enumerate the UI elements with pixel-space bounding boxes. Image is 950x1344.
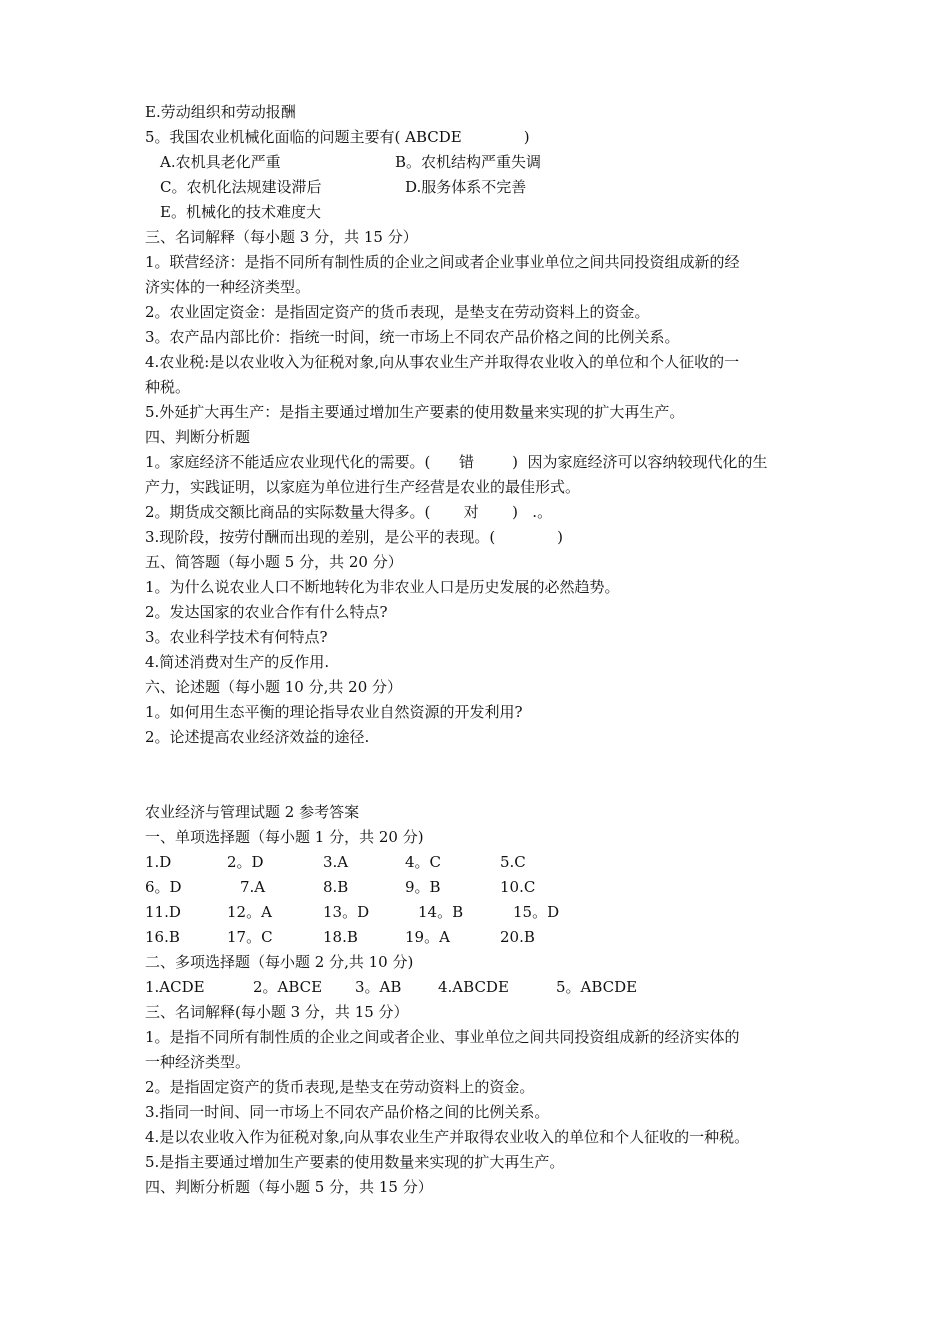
section3-line: 3。农产品内部比价：指统一时间，统一市场上不同农产品价格之间的比例关系。 bbox=[145, 328, 680, 346]
answer-cell: 18.B bbox=[323, 928, 358, 946]
section3-line: 4.农业税:是以农业收入为征税对象,向从事农业生产并取得农业收入的单位和个人征收的一 bbox=[145, 353, 740, 371]
answer-cell: 6。D bbox=[145, 878, 182, 896]
answer-cell: 5.C bbox=[500, 853, 526, 871]
answer-cell: 19。A bbox=[405, 928, 450, 946]
section3-line: 济实体的一种经济类型。 bbox=[145, 278, 311, 296]
answer-section3-line: 一种经济类型。 bbox=[145, 1053, 251, 1071]
answer-section3-heading: 三、名词解释(每小题 3 分，共 15 分） bbox=[145, 1003, 409, 1021]
q5-stem: 5。我国农业机械化面临的问题主要有( ABCDE ) bbox=[145, 128, 530, 146]
answer-section3-line: 4.是以农业收入作为征税对象,向从事农业生产并取得农业收入的单位和个人征收的一种税。 bbox=[145, 1128, 750, 1146]
answer-cell: 10.C bbox=[500, 878, 536, 896]
section3-line: 2。农业固定资金：是指固定资产的货币表现，是垫支在劳动资料上的资金。 bbox=[145, 303, 650, 321]
section5-line: 4.简述消费对生产的反作用. bbox=[145, 653, 330, 671]
section4-heading: 四、判断分析题 bbox=[145, 428, 251, 446]
q5-option-c: C。农机化法规建设滞后 bbox=[160, 178, 322, 196]
answer-title: 农业经济与管理试题 2 参考答案 bbox=[145, 803, 360, 821]
section4-line: 产力，实践证明，以家庭为单位进行生产经营是农业的最佳形式。 bbox=[145, 478, 581, 496]
answer-section3-line: 3.指同一时间、同一市场上不同农产品价格之间的比例关系。 bbox=[145, 1103, 550, 1121]
section3-line: 5.外延扩大再生产：是指主要通过增加生产要素的使用数量来实现的扩大再生产。 bbox=[145, 403, 685, 421]
q5-option-d: D.服务体系不完善 bbox=[405, 178, 527, 196]
section3-line: 1。联营经济：是指不同所有制性质的企业之间或者企业事业单位之间共同投资组成新的经 bbox=[145, 253, 740, 271]
answer-cell: 16.B bbox=[145, 928, 180, 946]
answer-cell: 1.ACDE bbox=[145, 978, 205, 996]
q5-option-b: B。农机结构严重失调 bbox=[395, 153, 542, 171]
answer-cell: 20.B bbox=[500, 928, 535, 946]
answer-cell: 7.A bbox=[240, 878, 266, 896]
answer-cell: 9。B bbox=[405, 878, 441, 896]
section4-line: 3.现阶段，按劳付酬而出现的差别，是公平的表现。( ) bbox=[145, 528, 564, 546]
section4-line: 2。期货成交额比商品的实际数量大得多。( 对 ) .。 bbox=[145, 503, 553, 521]
answer-section3-line: 5.是指主要通过增加生产要素的使用数量来实现的扩大再生产。 bbox=[145, 1153, 565, 1171]
answer-cell: 5。ABCDE bbox=[556, 978, 638, 996]
section5-line: 2。发达国家的农业合作有什么特点? bbox=[145, 603, 388, 621]
section6-line: 2。论述提高农业经济效益的途径. bbox=[145, 728, 370, 746]
section3-heading: 三、名词解释（每小题 3 分，共 15 分） bbox=[145, 228, 418, 246]
q5-option-a: A.农机具老化严重 bbox=[160, 153, 281, 171]
answer-cell: 13。D bbox=[323, 903, 370, 921]
answer-cell: 2。ABCE bbox=[253, 978, 323, 996]
answer-cell: 4.ABCDE bbox=[438, 978, 509, 996]
answer-cell: 3.A bbox=[323, 853, 349, 871]
answer-cell: 12。A bbox=[227, 903, 272, 921]
answer-section3-line: 2。是指固定资产的货币表现,是垫支在劳动资料上的资金。 bbox=[145, 1078, 535, 1096]
answer-cell: 4。C bbox=[405, 853, 442, 871]
answer-cell: 2。D bbox=[227, 853, 264, 871]
section5-line: 1。为什么说农业人口不断地转化为非农业人口是历史发展的必然趋势。 bbox=[145, 578, 620, 596]
answer-cell: 17。C bbox=[227, 928, 273, 946]
answer-cell: 3。AB bbox=[355, 978, 402, 996]
q5-option-e: E。机械化的技术难度大 bbox=[160, 203, 321, 221]
answer-cell: 8.B bbox=[323, 878, 349, 896]
section5-heading: 五、简答题（每小题 5 分，共 20 分） bbox=[145, 553, 403, 571]
section3-line: 种税。 bbox=[145, 378, 191, 396]
answer-section1-heading: 一、单项选择题（每小题 1 分，共 20 分) bbox=[145, 828, 424, 846]
section6-heading: 六、论述题（每小题 10 分,共 20 分） bbox=[145, 678, 403, 696]
answer-cell: 15。D bbox=[513, 903, 560, 921]
q4-option-e: E.劳动组织和劳动报酬 bbox=[145, 103, 296, 121]
section5-line: 3。农业科学技术有何特点? bbox=[145, 628, 328, 646]
answer-section4-heading: 四、判断分析题（每小题 5 分，共 15 分） bbox=[145, 1178, 433, 1196]
section6-line: 1。如何用生态平衡的理论指导农业自然资源的开发利用? bbox=[145, 703, 523, 721]
answer-cell: 11.D bbox=[145, 903, 181, 921]
answer-section3-line: 1。是指不同所有制性质的企业之间或者企业、事业单位之间共同投资组成新的经济实体的 bbox=[145, 1028, 740, 1046]
section4-line: 1。家庭经济不能适应农业现代化的需要。( 错 ) 因为家庭经济可以容纳较现代化的生 bbox=[145, 453, 768, 471]
answer-section2-heading: 二、多项选择题（每小题 2 分,共 10 分) bbox=[145, 953, 414, 971]
answer-cell: 14。B bbox=[418, 903, 464, 921]
answer-cell: 1.D bbox=[145, 853, 172, 871]
